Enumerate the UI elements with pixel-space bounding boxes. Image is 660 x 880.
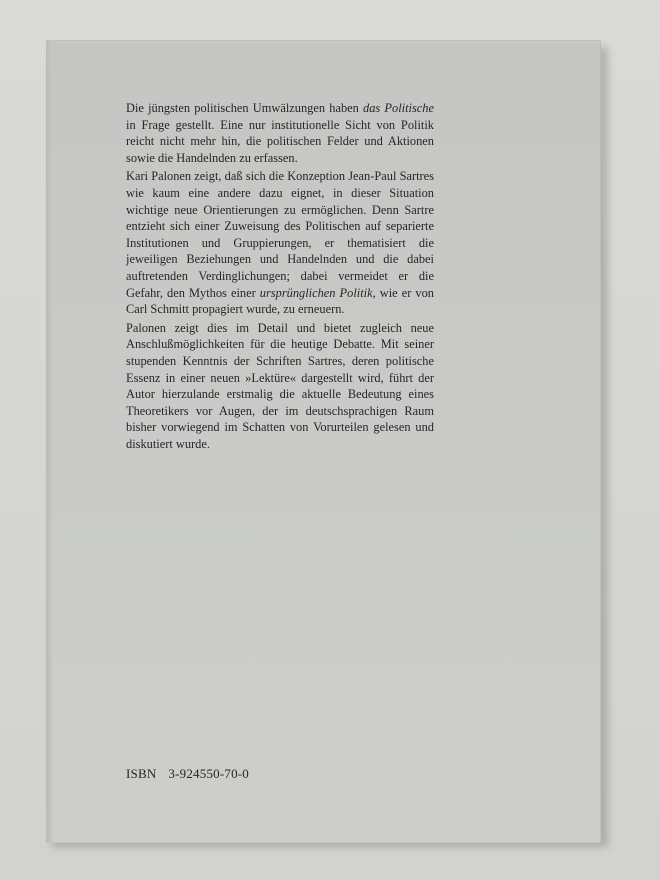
blurb-p2-italic: ursprünglichen Politik [259, 285, 373, 300]
isbn-label: ISBN [126, 766, 157, 781]
blurb-paragraph-3: Palonen zeigt dies im Detail und bietet zugleich neue Anschlußmöglichkeiten für die heutige Debatte. Mit seiner stupenden Kenntnis der Schriften Sartres, deren politische Essenz in einer neuen »Lektüre« dargestellt wird, führt der Autor hierzulande erstmalig die aktuelle Bedeutung eines Theoretikers vor Augen, der im deutschsprachigen Raum bisher vorwiegend im Schatten von Vorurteilen gelesen und diskutiert wurde. [126, 320, 434, 451]
blurb-text [126, 100, 434, 454]
book-spine-edge [46, 40, 52, 843]
blurb-p2-text-c: , wie er von Carl Schmitt propagiert wurde, zu erneuern. [126, 285, 434, 317]
blurb-paragraph-2 [126, 168, 434, 317]
blurb-p1-italic: das Politische [363, 101, 434, 115]
blurb-p2-text-a: Kari Palonen zeigt, daß sich die Konzeption Jean-Paul Sartres wie kaum eine andere dazu eignet, in dieser Situation wichtige neue Orientierungen zu ermöglichen. Denn Sartre entzieht sich einer Zuweisung des Politischen auf separierte Institutionen und Gruppierungen, er thematisiert die jeweiligen Beziehungen und Handelnden und die dabei auftretenden Verdinglichungen; dabei vermeidet er die Gefahr, den Mythos einer [126, 169, 434, 300]
blurb-paragraph-1 [126, 100, 434, 166]
isbn-number: 3-924550-70-0 [168, 766, 250, 781]
blurb-p1-text-a: Die jüngsten politischen Umwälzungen haben [126, 101, 364, 115]
isbn-line [126, 766, 249, 782]
blurb-p1-text-c: in Frage gestellt. Eine nur institutionelle Sicht von Politik reicht nicht mehr hin, die politischen Felder und Aktionen sowie die Handelnden zu erfassen. [126, 117, 434, 165]
